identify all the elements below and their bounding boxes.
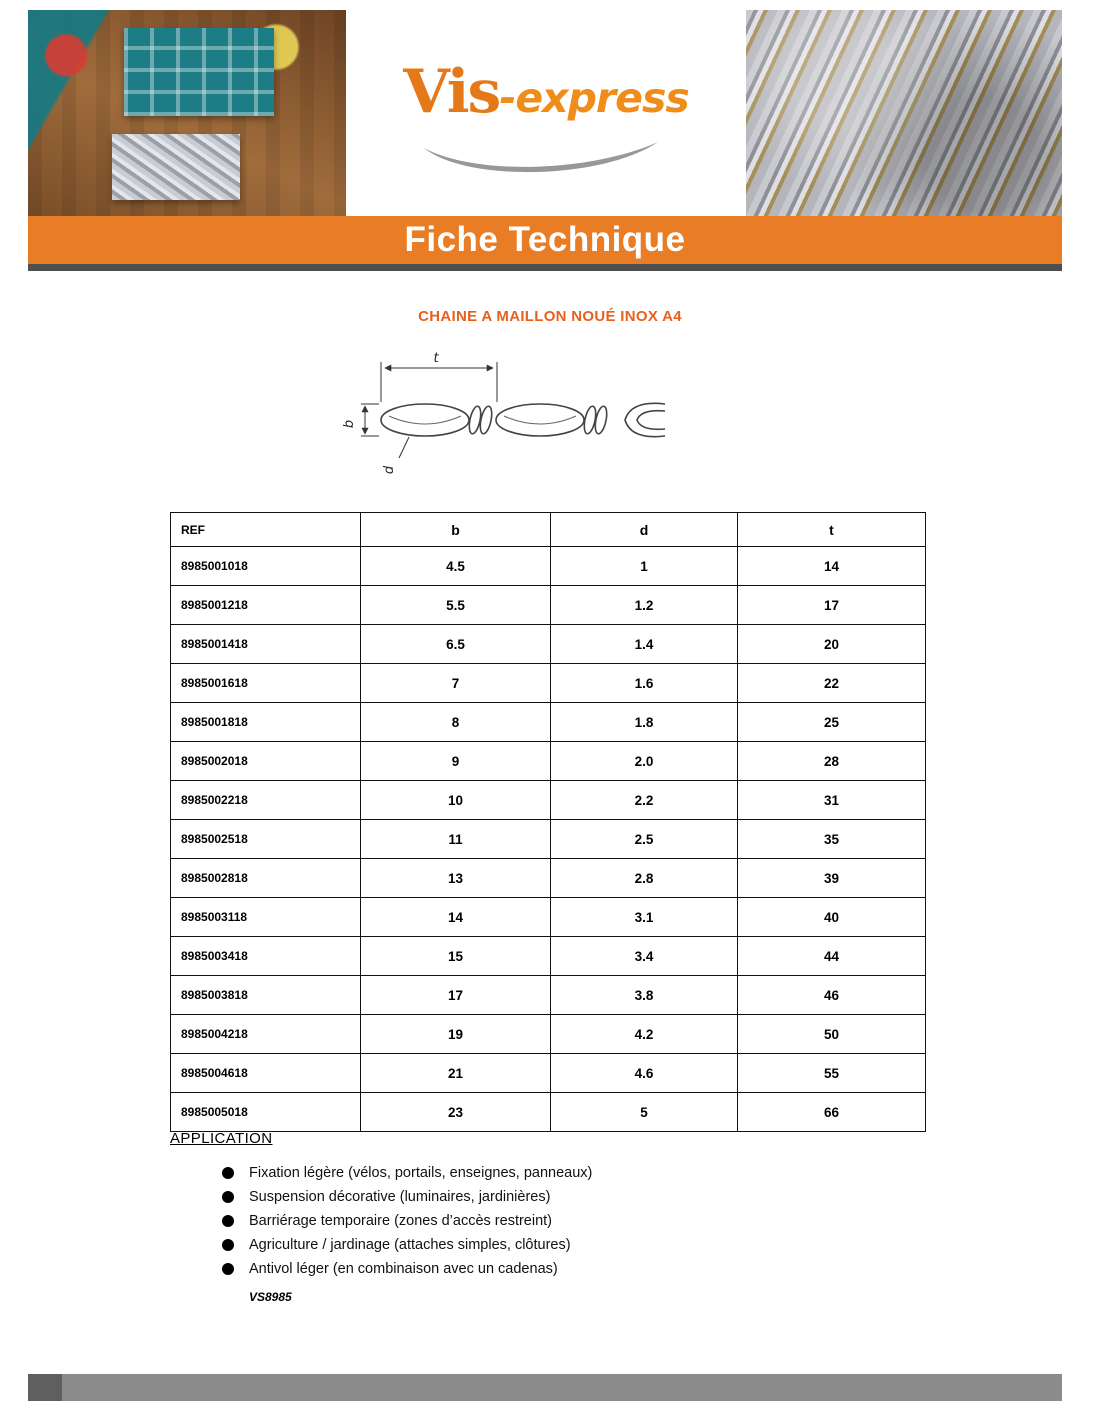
value-cell: 22 [738,664,926,703]
value-cell: 44 [738,937,926,976]
value-cell: 1.4 [551,625,738,664]
table-row [171,898,926,937]
application-item [222,1165,822,1181]
value-cell: 25 [738,703,926,742]
value-cell: 9 [361,742,551,781]
application-item-text: Fixation légère (vélos, portails, enseignes, panneaux) [249,1165,593,1181]
value-cell: 20 [738,625,926,664]
value-cell: 7 [361,664,551,703]
value-cell: 1.6 [551,664,738,703]
table-row [171,859,926,898]
value-cell: 17 [738,586,926,625]
value-cell: 55 [738,1054,926,1093]
col-header-ref: REF [171,513,361,547]
value-cell: 6.5 [361,625,551,664]
bullet-icon [222,1263,234,1275]
value-cell: 17 [361,976,551,1015]
col-header-d: d [551,513,738,547]
value-cell: 8 [361,703,551,742]
ref-cell: 8985001018 [171,547,361,586]
banner-shadow [28,264,1062,271]
chain-technical-drawing [335,348,765,498]
application-heading: APPLICATION [170,1130,273,1147]
application-item-text: Barriérage temporaire (zones d’accès restreint) [249,1213,553,1229]
value-cell: 4.6 [551,1054,738,1093]
table-row [171,703,926,742]
table-row [171,1054,926,1093]
value-cell: 66 [738,1093,926,1132]
ref-cell: 8985001218 [171,586,361,625]
table-row [171,1093,926,1132]
value-cell: 3.4 [551,937,738,976]
table-row [171,547,926,586]
value-cell: 3.8 [551,976,738,1015]
value-cell: 2.8 [551,859,738,898]
document-code: VS8985 [249,1290,292,1304]
value-cell: 21 [361,1054,551,1093]
bullet-icon [222,1215,234,1227]
value-cell: 39 [738,859,926,898]
screws-photo [746,10,1062,216]
value-cell: 15 [361,937,551,976]
table-row [171,664,926,703]
application-item-text: Suspension décorative (luminaires, jardinières) [249,1189,551,1205]
ref-cell: 8985005018 [171,1093,361,1132]
value-cell: 3.1 [551,898,738,937]
application-item [222,1237,822,1253]
banner-title: Fiche Technique [404,220,686,259]
value-cell: 50 [738,1015,926,1054]
ref-cell: 8985004218 [171,1015,361,1054]
value-cell: 19 [361,1015,551,1054]
application-item-text: Antivol léger (en combinaison avec un cadenas) [249,1261,558,1277]
brand-logo [346,10,746,216]
table-row [171,1015,926,1054]
application-item [222,1261,822,1277]
value-cell: 35 [738,820,926,859]
brand-name-primary: Vis [403,57,500,127]
dim-d-label: d [382,465,397,475]
ref-cell: 8985003118 [171,898,361,937]
value-cell: 14 [738,547,926,586]
table-row [171,781,926,820]
ref-cell: 8985002818 [171,859,361,898]
application-list [222,1165,822,1285]
spec-table [170,512,926,1132]
ref-cell: 8985002218 [171,781,361,820]
application-item [222,1189,822,1205]
value-cell: 2.2 [551,781,738,820]
ref-cell: 8985004618 [171,1054,361,1093]
spec-table-body [171,547,926,1132]
value-cell: 2.5 [551,820,738,859]
application-item-text: Agriculture / jardinage (attaches simples, clôtures) [249,1237,571,1253]
value-cell: 1.2 [551,586,738,625]
table-row [171,937,926,976]
workbench-photo [28,10,346,216]
value-cell: 1 [551,547,738,586]
brand-wordmark [346,57,746,127]
logo-swoosh-icon [416,136,666,180]
ref-cell: 8985003818 [171,976,361,1015]
application-item [222,1213,822,1229]
brand-name-secondary: -express [499,74,689,122]
dim-b-label: b [342,419,357,429]
ref-cell: 8985003418 [171,937,361,976]
table-row [171,976,926,1015]
value-cell: 14 [361,898,551,937]
chain-diagram-icon [335,348,765,498]
value-cell: 4.2 [551,1015,738,1054]
footer-bar [28,1374,1062,1401]
value-cell: 10 [361,781,551,820]
value-cell: 4.5 [361,547,551,586]
ref-cell: 8985001418 [171,625,361,664]
ref-cell: 8985001818 [171,703,361,742]
value-cell: 31 [738,781,926,820]
value-cell: 28 [738,742,926,781]
col-header-b: b [361,513,551,547]
bullet-icon [222,1167,234,1179]
banner [28,216,1062,264]
value-cell: 13 [361,859,551,898]
value-cell: 46 [738,976,926,1015]
value-cell: 1.8 [551,703,738,742]
dim-t-label: t [433,351,439,366]
value-cell: 40 [738,898,926,937]
footer-bar-cap [28,1374,62,1401]
col-header-t: t [738,513,926,547]
table-row [171,820,926,859]
table-row [171,742,926,781]
ref-cell: 8985001618 [171,664,361,703]
table-row [171,625,926,664]
table-header-row [171,513,926,547]
value-cell: 5 [551,1093,738,1132]
table-row [171,586,926,625]
value-cell: 11 [361,820,551,859]
bullet-icon [222,1191,234,1203]
value-cell: 2.0 [551,742,738,781]
ref-cell: 8985002018 [171,742,361,781]
product-title: CHAINE A MAILLON NOUÉ INOX A4 [418,308,682,325]
bullet-icon [222,1239,234,1251]
value-cell: 5.5 [361,586,551,625]
ref-cell: 8985002518 [171,820,361,859]
value-cell: 23 [361,1093,551,1132]
